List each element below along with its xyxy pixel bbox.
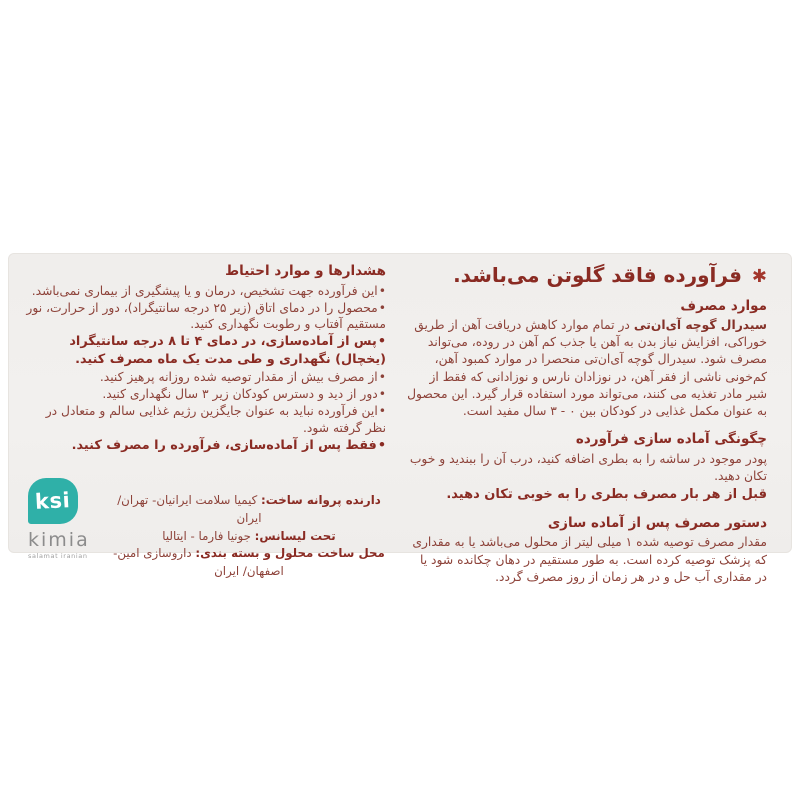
warning-item [25, 437, 386, 455]
warning-item [25, 300, 386, 334]
kimia-tagline: salamat iranian [28, 552, 88, 561]
warning-text: فقط پس از آماده‌سازی، فرآورده را مصرف کنید. [71, 437, 377, 453]
gluten-free-text: فرآورده فاقد گلوتن می‌باشد. [453, 263, 742, 287]
bullet-marker: • [378, 283, 386, 298]
ksi-monogram: ksi [34, 488, 72, 515]
manufacturer-line [112, 545, 386, 580]
warning-text: از مصرف بیش از مقدار توصیه شده روزانه پرهیز کنید. [99, 369, 378, 384]
kimia-logo [25, 478, 98, 560]
preparation-body: پودر موجود در ساشه را به بطری اضافه کنید، درب آن را ببندید و خوب تکان دهید. [409, 451, 767, 484]
warning-item [25, 369, 386, 386]
bullet-marker: • [378, 369, 386, 384]
manufacturer-value: کیمیا سلامت ایرانیان- تهران/ ایران [117, 493, 262, 525]
warning-item [25, 283, 386, 300]
left-column [25, 263, 386, 597]
manufacturer-value: جونیا فارما - ایتالیا [162, 528, 251, 543]
bullet-marker: • [378, 386, 386, 401]
ksi-logo-icon [28, 478, 78, 524]
warning-item [25, 333, 386, 368]
kimia-wordmark: kimia [28, 529, 90, 552]
gluten-free-note [406, 263, 767, 289]
manufacturer-label: تحت لیسانس: [254, 528, 336, 543]
manufacturer-line [112, 492, 386, 527]
warnings-list [25, 283, 386, 455]
warning-item [25, 386, 386, 403]
usage-body [406, 317, 767, 420]
usage-heading: موارد مصرف [680, 297, 767, 314]
bullet-marker: • [378, 403, 386, 418]
shake-before-use-note: قبل از هر بار مصرف بطری را به خوبی تکان دهید. [446, 487, 767, 503]
footer [25, 478, 386, 580]
warning-text: پس از آماده‌سازی، در دمای ۴ تا ۸ درجه سانتیگراد (یخچال) نگهداری و طی مدت یک ماه مصرف کنید. [69, 334, 386, 368]
package-panel [8, 253, 792, 584]
dosage-heading: دستور مصرف پس از آماده سازی [547, 514, 767, 531]
bullet-marker: • [378, 300, 386, 315]
warning-text: دور از دید و دسترس کودکان زیر ۳ سال نگهداری کنید. [102, 386, 378, 401]
preparation-heading: چگونگی آماده سازی فرآورده [575, 431, 767, 448]
manufacturer-line [112, 528, 386, 546]
usage-text: در تمام موارد کاهش دریافت آهن از طریق خوراکی، افزایش نیاز بدن به آهن یا جذب کم آهن در روده، می‌تواند مصرف شود. سیدرال گوچه آی‌ان‌تی منحصرا در موارد کمبود آهن، کم‌خونی ناشی از فقر آهن، در نوزادان نارس و نوزادانی که فقط از شیر مادر تغذیه می کنند، می‌تواند مورد استفاده قرار گیرد. این محصول به عنوان مکمل غذایی در کودکان بین ۰ - ۳ سال مفید است. [407, 318, 767, 419]
asterisk-icon: ✱ [751, 266, 767, 287]
product-name: سیدرال گوچه آی‌ان‌تی [633, 318, 767, 333]
warnings-heading: هشدارها و موارد احتیاط [225, 263, 386, 279]
right-column [406, 263, 767, 597]
bullet-marker: • [377, 437, 386, 453]
manufacturer-label: محل ساخت محلول و بسته بندی: [195, 546, 385, 561]
manufacturer-label: دارنده پروانه ساخت: [261, 493, 381, 508]
section-preparation [406, 431, 767, 504]
bullet-marker: • [377, 334, 386, 350]
warning-item [25, 403, 386, 437]
warning-text: این فرآورده جهت تشخیص، درمان و یا پیشگیری از بیماری نمی‌باشد. [31, 283, 378, 298]
warning-text: محصول را در دمای اتاق (زیر ۲۵ درجه سانتیگراد)، دور از حرارت، نور مستقیم آفتاب و رطوبت نگهداری کنید. [26, 300, 386, 332]
section-usage [406, 298, 767, 421]
dosage-body: مقدار مصرف توصیه شده ۱ میلی لیتر از محلول می‌باشد یا به مقداری که پزشک توصیه کرده است. به طور مستقیم در دهان چکانده شود یا در مقداری آب حل و در هر زمان از روز مصرف گردد. [412, 535, 767, 584]
manufacturer-value: داروسازی امین- اصفهان/ ایران [113, 546, 284, 579]
manufacturer-info [112, 492, 386, 580]
section-dosage [406, 515, 767, 586]
warning-text: این فرآورده نباید به عنوان جایگزین رژیم غذایی سالم و متعادل در نظر گرفته شود. [45, 403, 386, 435]
